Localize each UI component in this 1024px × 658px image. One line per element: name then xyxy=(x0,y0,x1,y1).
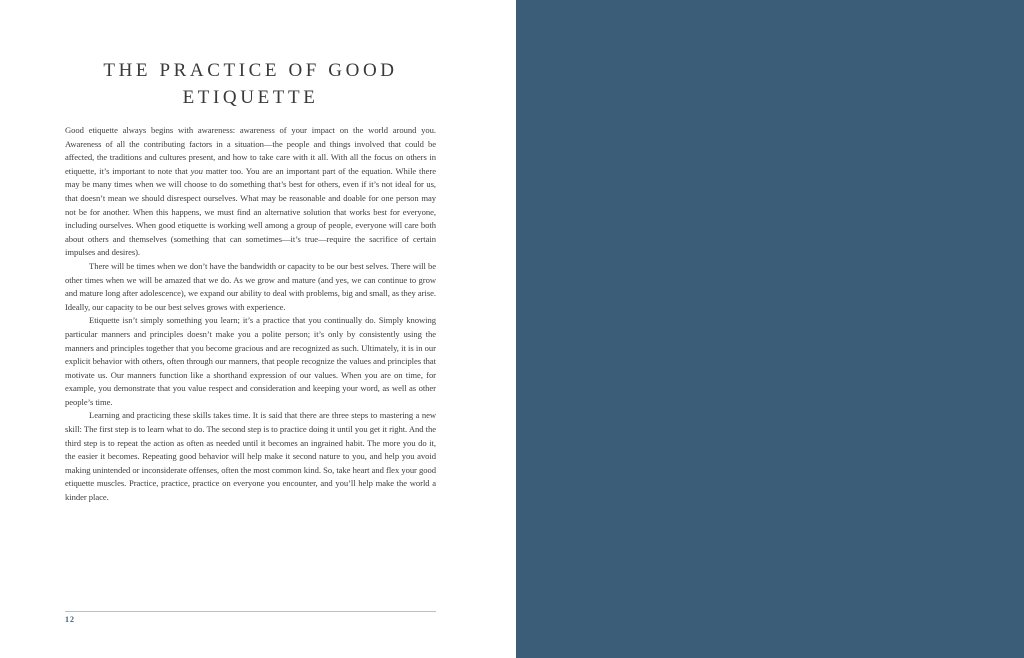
paragraph-1-part-1: Good etiquette always begins with awareness: awareness of your impact on the world around you. Awareness of all the contributing factors in a situation—the people and things involved that could be affected, the traditions and cultures present, and how to take care with it all. With all the focus on others in etiquette, it’s important to note that xyxy=(65,125,436,176)
footer-divider xyxy=(65,611,436,612)
paragraph-2: There will be times when we don’t have the bandwidth or capacity to be our best selves. There will be other times when we will be amazed that we do. As we grow and mature (and yes, we can continue to grow and mature long after adolescence), we expand our ability to deal with problems, big and small, as they arise. Ideally, our capacity to be our best selves grows with experience. xyxy=(65,260,436,312)
chapter-title-line-1: THE PRACTICE OF GOOD xyxy=(103,60,398,81)
right-page-color-panel xyxy=(516,0,1024,658)
paragraph-1-part-2: matter too. You are an important part of the equation. While there may be many times when we will choose to do something that’s best for others, even if it’s not ideal for us, that doesn’t mean we should disrespect ourselves. What may be reasonable and doable for one person may not be for another. When this happens, we must find an alternative solution that works best for everyone, including ourselves. When good etiquette is working well among a group of people, everyone will care both about others and themselves (something that can sometimes—it’s true—require the sacrifice of certain impulses and desires). xyxy=(65,165,436,258)
chapter-title-line-2: ETIQUETTE xyxy=(182,87,319,108)
paragraph-1-emphasis: you xyxy=(190,165,203,176)
page-number: 12 xyxy=(65,615,75,624)
paragraph-3: Etiquette isn’t simply something you learn; it’s a practice that you continually do. Simply knowing particular manners and principles doesn’t make you a polite person; it’s only by consistently using the manners and principles together that you become gracious and are recognized as such. Ultimately, it is in our explicit behavior with others, often through our manners, that people recognize the values and principles that motivate us. Our manners function like a shorthand expression of our values. When you are on time, for example, you demonstrate that you value respect and consideration and keeping your word, as well as other people’s time. xyxy=(65,315,436,407)
paragraph-4: Learning and practicing these skills takes time. It is said that there are three steps to mastering a new skill: The first step is to learn what to do. The second step is to practice doing it until you get it right. And the third step is to repeat the action as often as needed until it becomes an ingrained habit. The more you do it, the easier it becomes. Repeating good behavior will help make it second nature to you, and help you avoid making unintended or inconsiderate offenses, often the most common kind. So, take heart and flex your good etiquette muscles. Practice, practice, practice on everyone you encounter, and you’ll help make the world a kinder place. xyxy=(65,410,436,503)
body-text xyxy=(65,124,436,505)
chapter-title xyxy=(65,57,436,111)
paragraph-1 xyxy=(65,124,436,260)
